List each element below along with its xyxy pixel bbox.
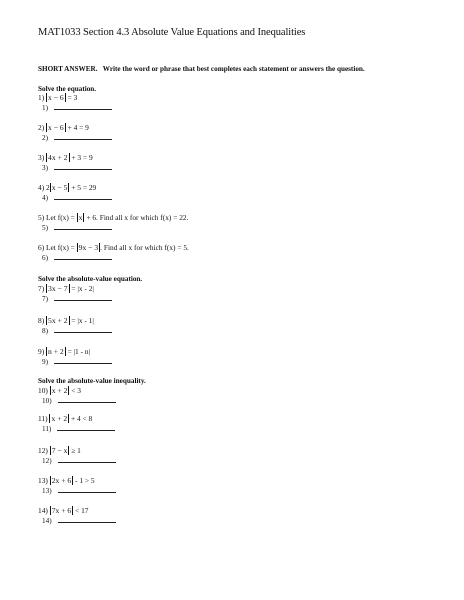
absolute-value-expression: n + 2 [48,347,64,356]
answer-label: 5) [42,224,48,232]
answer-label: 13) [42,487,52,495]
problem-3: 3) 4x + 2 + 3 = 9 3) [38,153,438,175]
absolute-value-expression: 5x + 2 [48,316,68,325]
problem-number: 11) [38,414,48,423]
answer-blank[interactable] [58,456,116,463]
section-heading-absolute-value-equation: Solve the absolute-value equation. [38,275,143,283]
answer-blank[interactable] [58,516,116,523]
answer-label: 11) [42,425,52,433]
problem-8: 8) 5x + 2 = |x - 1| 8) [38,316,438,338]
instructions-text: Write the word or phrase that best completes each statement or answers the question. [102,65,365,73]
answer-blank[interactable] [54,294,112,301]
answer-label: 14) [42,517,52,525]
answer-label: 6) [42,254,48,262]
answer-blank[interactable] [57,424,115,431]
answer-blank[interactable] [58,396,116,403]
absolute-value-expression: 7 − x [51,446,68,455]
problem-4: 4) 2 x − 5 + 5 = 29 4) [38,183,438,205]
absolute-value-expression: x − 5 [51,183,68,192]
section-heading-solve-equation: Solve the equation. [38,85,97,93]
answer-label: 10) [42,397,52,405]
answer-blank[interactable] [54,133,112,140]
problem-2: 2) x − 6 + 4 = 9 2) [38,123,438,145]
problem-10: 10) x + 2 < 3 10) [38,386,438,408]
problem-number: 4) [38,183,45,192]
answer-label: 12) [42,457,52,465]
page-title: MAT1033 Section 4.3 Absolute Value Equations and Inequalities [38,27,306,38]
problem-13: 13) 2x + 6 - 1 > 5 13) [38,476,438,498]
answer-label: 9) [42,358,48,366]
problem-number: 12) [38,446,48,455]
problem-5: 5) Let f(x) = x + 6. Find all x for which f(x) = 22. 5) [38,213,189,232]
instructions [38,65,433,74]
answer-blank[interactable] [54,253,112,260]
problem-number: 7) [38,284,45,293]
absolute-value-expression: x − 6 [48,123,64,132]
problem-6: 6) Let f(x) = 9x − 3 . Find all x for which f(x) = 5. 6) [38,243,189,262]
absolute-value-expression: 7x + 6 [51,506,72,515]
answer-blank[interactable] [54,357,112,364]
absolute-value-expression: 3x − 7 [48,284,68,293]
answer-blank[interactable] [58,486,116,493]
absolute-value-expression: 4x + 2 [48,153,68,162]
problem-number: 2) [38,123,45,132]
problem-11: 11) x + 2 + 4 < 8 11) [38,414,438,436]
answer-label: 4) [42,194,48,202]
problem-number: 6) [38,243,45,252]
problem-12: 12) 7 − x ≥ 1 12) [38,446,438,468]
absolute-value-expression: x + 2 [51,414,68,423]
answer-label: 8) [42,327,48,335]
answer-label: 7) [42,295,48,303]
absolute-value-expression: 2x + 6 [51,476,72,485]
answer-blank[interactable] [54,223,112,230]
problem-9: 9) n + 2 = |1 - n| 9) [38,347,438,369]
absolute-value-expression: x [78,213,83,222]
problem-14: 14) 7x + 6 < 17 14) [38,506,438,528]
problem-number: 5) [38,213,45,222]
answer-blank[interactable] [54,163,112,170]
problem-number: 9) [38,347,45,356]
problem-number: 13) [38,476,48,485]
problem-number: 1) [38,93,45,102]
absolute-value-expression: x + 2 [51,386,68,395]
answer-blank[interactable] [54,193,112,200]
problem-number: 14) [38,506,48,515]
problem-7: 7) 3x − 7 = |x - 2| 7) [38,284,438,306]
absolute-value-expression: 9x − 3 [78,243,99,252]
answer-label: 2) [42,134,48,142]
problem-1: 1) x − 6 = 3 1) [38,93,438,115]
absolute-value-expression: x − 6 [48,93,64,102]
problem-number: 3) [38,153,45,162]
instructions-label: SHORT ANSWER. [38,65,98,73]
answer-label: 3) [42,164,48,172]
answer-blank[interactable] [54,326,112,333]
problem-number: 8) [38,316,45,325]
answer-blank[interactable] [54,103,112,110]
section-heading-absolute-value-inequality: Solve the absolute-value inequality. [38,377,146,385]
problem-number: 10) [38,386,48,395]
answer-label: 1) [42,104,48,112]
